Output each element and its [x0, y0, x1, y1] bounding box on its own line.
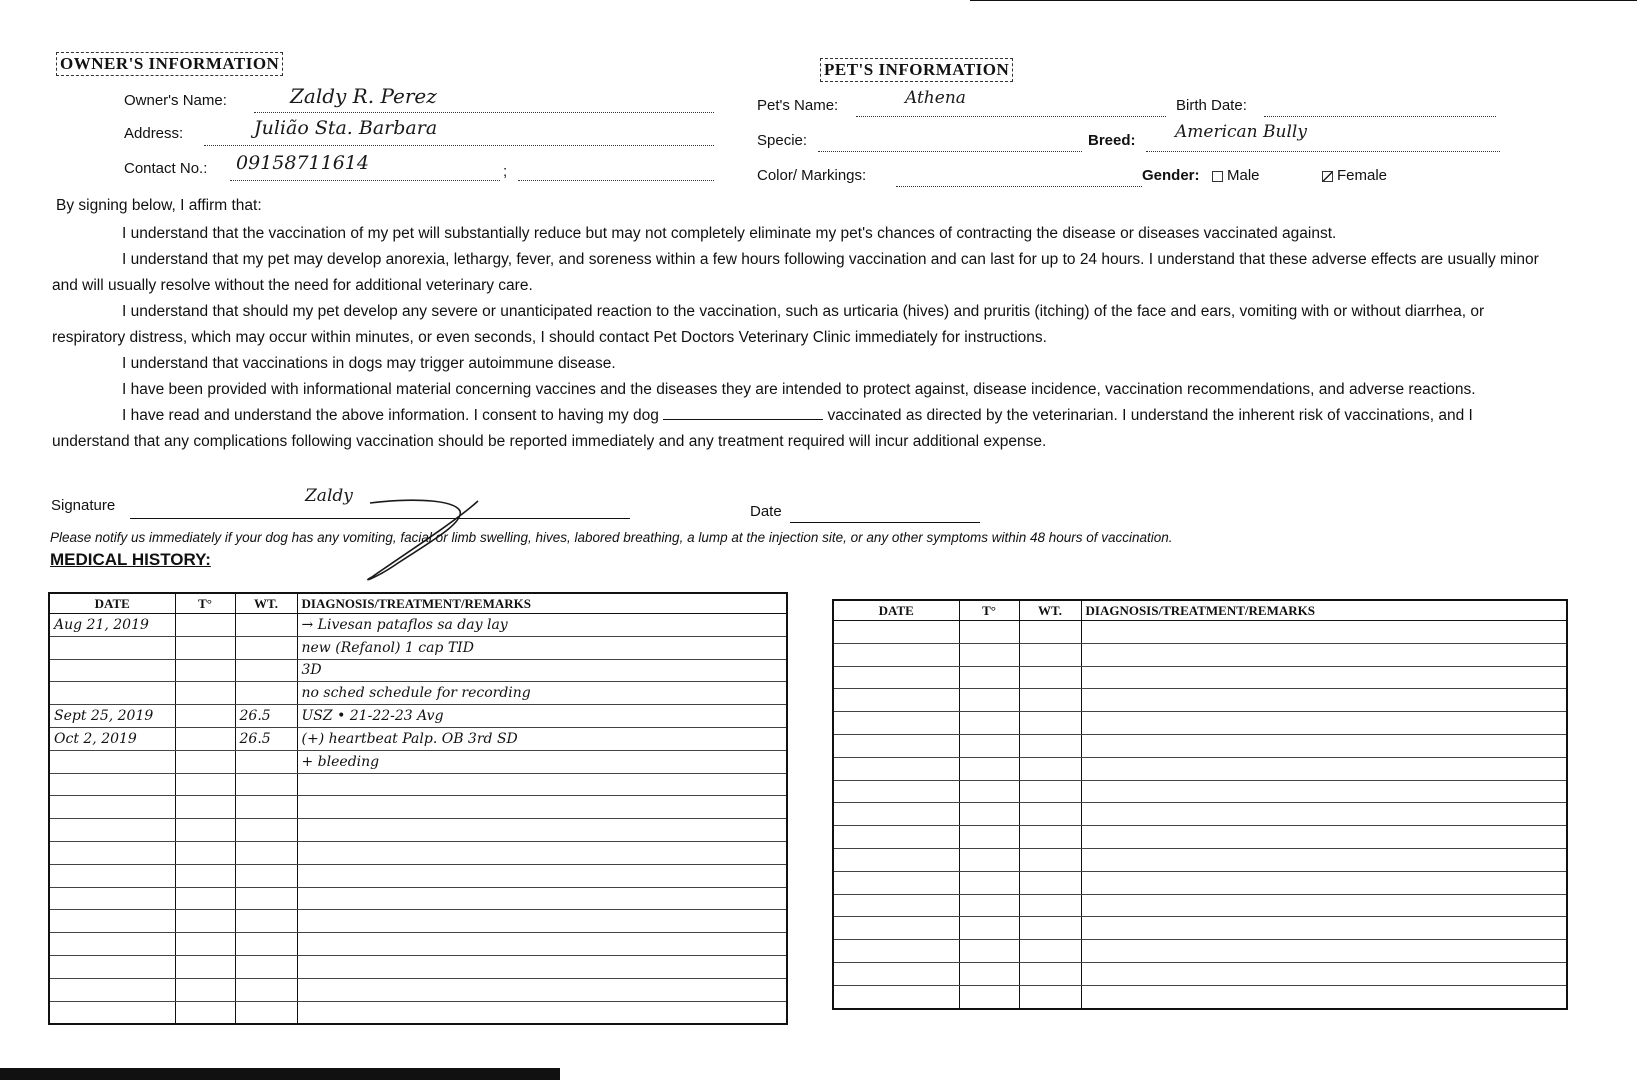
cell-date[interactable] — [49, 773, 175, 796]
address-label: Address: — [124, 125, 184, 142]
cell-temp[interactable] — [175, 636, 235, 659]
cell-wt[interactable] — [235, 750, 297, 773]
cell-remarks[interactable] — [297, 841, 787, 864]
cell-date[interactable] — [833, 689, 959, 712]
table-header-row — [833, 600, 1567, 621]
cell-temp[interactable] — [175, 955, 235, 978]
cell-wt[interactable] — [235, 955, 297, 978]
cell-temp[interactable] — [175, 750, 235, 773]
cell-date[interactable] — [49, 910, 175, 933]
address-value: Julião Sta. Barbara — [254, 117, 438, 139]
cell-remarks[interactable] — [297, 773, 787, 796]
table-row[interactable] — [49, 773, 787, 796]
consent-p3: I understand that should my pet develop any severe or unanticipated reaction to the vaccination, such as urticaria (hives) and pruritis (itching) of the face and ears, vomiting with or without diarrhea, or respiratory distress, which may occur within minutes, or even seconds, I should contact Pet Doctors Veterinary Clinic immediately for instructions. — [52, 303, 1485, 346]
cell-remarks[interactable]: 3D — [297, 659, 787, 682]
cell-date[interactable] — [833, 848, 959, 871]
cell-temp[interactable] — [175, 614, 235, 637]
table-row[interactable] — [833, 643, 1567, 666]
contact-separator: ; — [503, 163, 508, 180]
cell-wt[interactable] — [1019, 712, 1081, 735]
cell-wt[interactable] — [1019, 803, 1081, 826]
cell-remarks[interactable] — [297, 887, 787, 910]
cell-remarks[interactable] — [1081, 621, 1567, 644]
cell-remarks[interactable] — [297, 978, 787, 1001]
table-row[interactable] — [833, 940, 1567, 963]
contact-value: 09158711614 — [236, 152, 369, 174]
cell-wt[interactable] — [235, 887, 297, 910]
cell-remarks[interactable] — [297, 955, 787, 978]
consent-p2: I understand that my pet may develop anorexia, lethargy, fever, and soreness within a few hours following vaccination and can last for up to 24 hours. I understand that these adverse effects are usually minor and will usually resolve without the need for additional veterinary care. — [52, 251, 1539, 294]
cell-date[interactable] — [49, 796, 175, 819]
cell-temp[interactable] — [175, 773, 235, 796]
col-date: DATE — [833, 600, 959, 621]
cell-wt[interactable] — [1019, 780, 1081, 803]
cell-date[interactable] — [833, 643, 959, 666]
consent-p1: I understand that the vaccination of my pet will substantially reduce but may not completely eliminate my pet's chances of contracting the disease or diseases vaccinated against. — [122, 225, 1337, 242]
table-row[interactable] — [833, 666, 1567, 689]
cell-temp[interactable] — [175, 659, 235, 682]
table-row[interactable] — [833, 780, 1567, 803]
female-label: Female — [1337, 167, 1388, 184]
consent-p4: I understand that vaccinations in dogs may trigger autoimmune disease. — [122, 355, 616, 372]
cell-remarks[interactable]: (+) heartbeat Palp. OB 3rd SD — [297, 727, 787, 750]
cell-wt[interactable] — [1019, 917, 1081, 940]
cell-wt[interactable] — [235, 933, 297, 956]
table-row[interactable] — [49, 659, 787, 682]
cell-temp[interactable] — [175, 910, 235, 933]
cell-remarks[interactable] — [1081, 780, 1567, 803]
owner-info-heading: OWNER'S INFORMATION — [56, 52, 283, 76]
table-row[interactable] — [49, 978, 787, 1001]
signature-label: Signature — [51, 497, 116, 514]
table-row[interactable] — [49, 614, 787, 637]
gender-female-option[interactable] — [1322, 167, 1387, 184]
consent-body — [52, 221, 1552, 455]
table-row[interactable] — [833, 826, 1567, 849]
table-row[interactable] — [49, 887, 787, 910]
col-wt: WT. — [1019, 600, 1081, 621]
cell-temp[interactable] — [959, 940, 1019, 963]
cell-date[interactable] — [49, 750, 175, 773]
cell-remarks[interactable] — [1081, 871, 1567, 894]
cell-temp[interactable] — [175, 1001, 235, 1024]
cell-remarks[interactable] — [1081, 826, 1567, 849]
cell-temp[interactable] — [959, 643, 1019, 666]
color-label: Color/ Markings: — [757, 167, 867, 184]
cell-wt[interactable] — [235, 796, 297, 819]
consent-p6b: vaccinated as directed by the veterinarian. I understand the inherent risk of vaccinations, and I understand that any complications following vaccination should be reported immediately and any treatment required will incur additional expense. — [52, 407, 1473, 450]
cell-date[interactable] — [49, 636, 175, 659]
cell-temp[interactable] — [959, 621, 1019, 644]
cell-wt[interactable] — [1019, 940, 1081, 963]
cell-temp[interactable] — [959, 917, 1019, 940]
cell-date[interactable] — [833, 871, 959, 894]
cell-wt[interactable] — [1019, 621, 1081, 644]
cell-date[interactable] — [49, 819, 175, 842]
col-date: DATE — [49, 593, 175, 614]
cell-temp[interactable] — [959, 757, 1019, 780]
cell-wt[interactable] — [235, 1001, 297, 1024]
table-row[interactable] — [49, 933, 787, 956]
cell-date[interactable]: Aug 21, 2019 — [49, 614, 175, 637]
col-remarks: DIAGNOSIS/TREATMENT/REMARKS — [1081, 600, 1567, 621]
table-row[interactable] — [833, 894, 1567, 917]
medical-history-heading: MEDICAL HISTORY: — [50, 550, 211, 569]
date-field[interactable] — [790, 502, 980, 523]
cell-remarks[interactable] — [297, 796, 787, 819]
col-remarks: DIAGNOSIS/TREATMENT/REMARKS — [297, 593, 787, 614]
cell-remarks[interactable] — [297, 933, 787, 956]
table-row[interactable] — [833, 689, 1567, 712]
cell-wt[interactable] — [235, 841, 297, 864]
cell-wt[interactable] — [235, 636, 297, 659]
table-row[interactable] — [833, 757, 1567, 780]
cell-date[interactable] — [833, 621, 959, 644]
male-label: Male — [1227, 167, 1260, 184]
gender-male-option[interactable] — [1212, 167, 1260, 184]
medical-history-table-left — [48, 592, 788, 1025]
date-label: Date — [750, 503, 782, 520]
table-row[interactable] — [833, 848, 1567, 871]
cell-wt[interactable] — [1019, 871, 1081, 894]
cell-wt[interactable] — [235, 864, 297, 887]
color-field[interactable] — [896, 166, 1142, 187]
male-checkbox[interactable] — [1212, 171, 1223, 182]
cell-remarks[interactable]: new (Refanol) 1 cap TID — [297, 636, 787, 659]
cell-remarks[interactable] — [1081, 666, 1567, 689]
cell-wt[interactable] — [1019, 826, 1081, 849]
cell-remarks[interactable] — [1081, 985, 1567, 1008]
table-row[interactable] — [833, 985, 1567, 1008]
cell-date[interactable] — [833, 666, 959, 689]
table-row[interactable] — [833, 621, 1567, 644]
owner-name-value: Zaldy R. Perez — [290, 84, 437, 108]
table-row[interactable] — [49, 727, 787, 750]
cell-temp[interactable] — [959, 712, 1019, 735]
gender-label: Gender: — [1142, 167, 1200, 184]
cell-date[interactable] — [49, 841, 175, 864]
cell-temp[interactable] — [959, 826, 1019, 849]
cell-date[interactable] — [833, 940, 959, 963]
cell-date[interactable] — [49, 887, 175, 910]
cell-temp[interactable] — [959, 780, 1019, 803]
cell-temp[interactable] — [175, 864, 235, 887]
cell-wt[interactable] — [1019, 757, 1081, 780]
cell-remarks[interactable] — [1081, 734, 1567, 757]
cell-date[interactable] — [833, 894, 959, 917]
cell-remarks[interactable] — [1081, 689, 1567, 712]
cell-date[interactable] — [833, 917, 959, 940]
cell-remarks[interactable] — [1081, 962, 1567, 985]
cell-temp[interactable] — [175, 933, 235, 956]
cell-remarks[interactable] — [1081, 848, 1567, 871]
birth-date-field[interactable] — [1264, 96, 1496, 117]
cell-temp[interactable] — [175, 682, 235, 705]
cell-date[interactable] — [833, 712, 959, 735]
cell-date[interactable] — [833, 962, 959, 985]
pet-name-field[interactable] — [856, 96, 1166, 117]
cell-remarks[interactable]: no sched schedule for recording — [297, 682, 787, 705]
cell-date[interactable] — [833, 803, 959, 826]
owner-name-label: Owner's Name: — [124, 92, 227, 109]
cell-remarks[interactable] — [297, 819, 787, 842]
cell-remarks[interactable] — [1081, 803, 1567, 826]
cell-date[interactable] — [49, 1001, 175, 1024]
cell-temp[interactable] — [959, 962, 1019, 985]
cell-temp[interactable] — [175, 887, 235, 910]
specie-field[interactable] — [818, 131, 1082, 152]
cell-remarks[interactable] — [297, 864, 787, 887]
table-row[interactable] — [833, 871, 1567, 894]
cell-wt[interactable] — [235, 910, 297, 933]
cell-temp[interactable] — [959, 894, 1019, 917]
consent-intro: By signing below, I affirm that: — [56, 197, 262, 214]
cell-remarks[interactable]: → Livesan pataflos sa day lay — [297, 614, 787, 637]
cell-temp[interactable] — [959, 985, 1019, 1008]
table-row[interactable] — [49, 796, 787, 819]
cell-temp[interactable] — [959, 734, 1019, 757]
cell-wt[interactable]: 26.5 — [235, 727, 297, 750]
specie-label: Specie: — [757, 132, 808, 149]
breed-label: Breed: — [1088, 132, 1136, 149]
table-row[interactable] — [49, 955, 787, 978]
cell-wt[interactable]: 26.5 — [235, 705, 297, 728]
cell-date[interactable] — [49, 659, 175, 682]
cell-remarks[interactable] — [1081, 757, 1567, 780]
table-row[interactable] — [833, 803, 1567, 826]
cell-wt[interactable] — [1019, 734, 1081, 757]
cell-temp[interactable] — [175, 705, 235, 728]
cell-temp[interactable] — [175, 796, 235, 819]
cell-temp[interactable] — [175, 841, 235, 864]
table-row[interactable] — [49, 864, 787, 887]
notice-text: Please notify us immediately if your dog has any vomiting, facial or limb swelling, hives, labored breathing, a lump at the injection site, or any other symptoms within 48 hours of vaccination. — [50, 530, 1173, 545]
cell-remarks[interactable] — [1081, 643, 1567, 666]
dog-name-field[interactable] — [663, 419, 823, 420]
cell-date[interactable] — [49, 933, 175, 956]
table-row[interactable] — [833, 962, 1567, 985]
pet-name-label: Pet's Name: — [757, 97, 839, 114]
contact-label: Contact No.: — [124, 160, 208, 177]
female-checkbox[interactable] — [1322, 171, 1333, 182]
cell-temp[interactable] — [959, 803, 1019, 826]
cell-wt[interactable] — [235, 819, 297, 842]
scan-edge — [0, 1068, 560, 1080]
col-temp: T° — [175, 593, 235, 614]
cell-wt[interactable] — [235, 682, 297, 705]
cell-wt[interactable] — [1019, 962, 1081, 985]
pet-info-heading: PET'S INFORMATION — [820, 58, 1013, 82]
cell-temp[interactable] — [175, 727, 235, 750]
birth-date-label: Birth Date: — [1176, 97, 1247, 114]
cell-date[interactable]: Oct 2, 2019 — [49, 727, 175, 750]
cell-date[interactable] — [833, 734, 959, 757]
signature-value: Zaldy — [305, 486, 353, 506]
cell-temp[interactable] — [175, 978, 235, 1001]
table-row[interactable] — [49, 1001, 787, 1024]
table-row[interactable] — [49, 682, 787, 705]
cell-date[interactable] — [49, 955, 175, 978]
cell-remarks[interactable] — [1081, 917, 1567, 940]
contact-field-2[interactable] — [518, 160, 714, 181]
cell-remarks[interactable]: + bleeding — [297, 750, 787, 773]
cell-remarks[interactable]: USZ • 21-22-23 Avg — [297, 705, 787, 728]
cell-wt[interactable] — [1019, 666, 1081, 689]
cell-remarks[interactable] — [1081, 712, 1567, 735]
cell-temp[interactable] — [959, 689, 1019, 712]
cell-temp[interactable] — [175, 819, 235, 842]
consent-p6a: I have read and understand the above information. I consent to having my dog — [122, 407, 659, 424]
table-row[interactable] — [49, 636, 787, 659]
table-row[interactable] — [833, 917, 1567, 940]
pet-name-value: Athena — [905, 88, 966, 108]
cell-date[interactable] — [49, 682, 175, 705]
table-row[interactable] — [49, 819, 787, 842]
cell-date[interactable]: Sept 25, 2019 — [49, 705, 175, 728]
cell-temp[interactable] — [959, 666, 1019, 689]
consent-p5: I have been provided with informational material concerning vaccines and the diseases they are intended to protect against, disease incidence, vaccination recommendations, and adverse reactions. — [122, 381, 1476, 398]
cell-wt[interactable] — [1019, 894, 1081, 917]
cell-wt[interactable] — [1019, 689, 1081, 712]
cell-date[interactable] — [833, 985, 959, 1008]
table-row[interactable] — [49, 750, 787, 773]
cell-wt[interactable] — [1019, 848, 1081, 871]
table-header-row — [49, 593, 787, 614]
cell-wt[interactable] — [1019, 985, 1081, 1008]
cell-remarks[interactable] — [297, 1001, 787, 1024]
cell-temp[interactable] — [959, 871, 1019, 894]
col-temp: T° — [959, 600, 1019, 621]
col-wt: WT. — [235, 593, 297, 614]
breed-value: American Bully — [1175, 122, 1307, 142]
cell-date[interactable] — [49, 978, 175, 1001]
cell-wt[interactable] — [235, 659, 297, 682]
table-row[interactable] — [49, 910, 787, 933]
table-row[interactable] — [833, 712, 1567, 735]
table-row[interactable] — [49, 705, 787, 728]
cell-date[interactable] — [833, 757, 959, 780]
consent-p6 — [52, 403, 1552, 455]
cell-wt[interactable] — [235, 978, 297, 1001]
medical-history-table-right — [832, 599, 1568, 1010]
scan-top-edge — [970, 0, 1637, 1]
cell-date[interactable] — [833, 826, 959, 849]
cell-date[interactable] — [833, 780, 959, 803]
cell-wt[interactable] — [1019, 643, 1081, 666]
cell-wt[interactable] — [235, 614, 297, 637]
cell-date[interactable] — [49, 864, 175, 887]
cell-wt[interactable] — [235, 773, 297, 796]
cell-temp[interactable] — [959, 848, 1019, 871]
table-row[interactable] — [833, 734, 1567, 757]
table-row[interactable] — [49, 841, 787, 864]
cell-remarks[interactable] — [1081, 940, 1567, 963]
cell-remarks[interactable] — [297, 910, 787, 933]
cell-remarks[interactable] — [1081, 894, 1567, 917]
